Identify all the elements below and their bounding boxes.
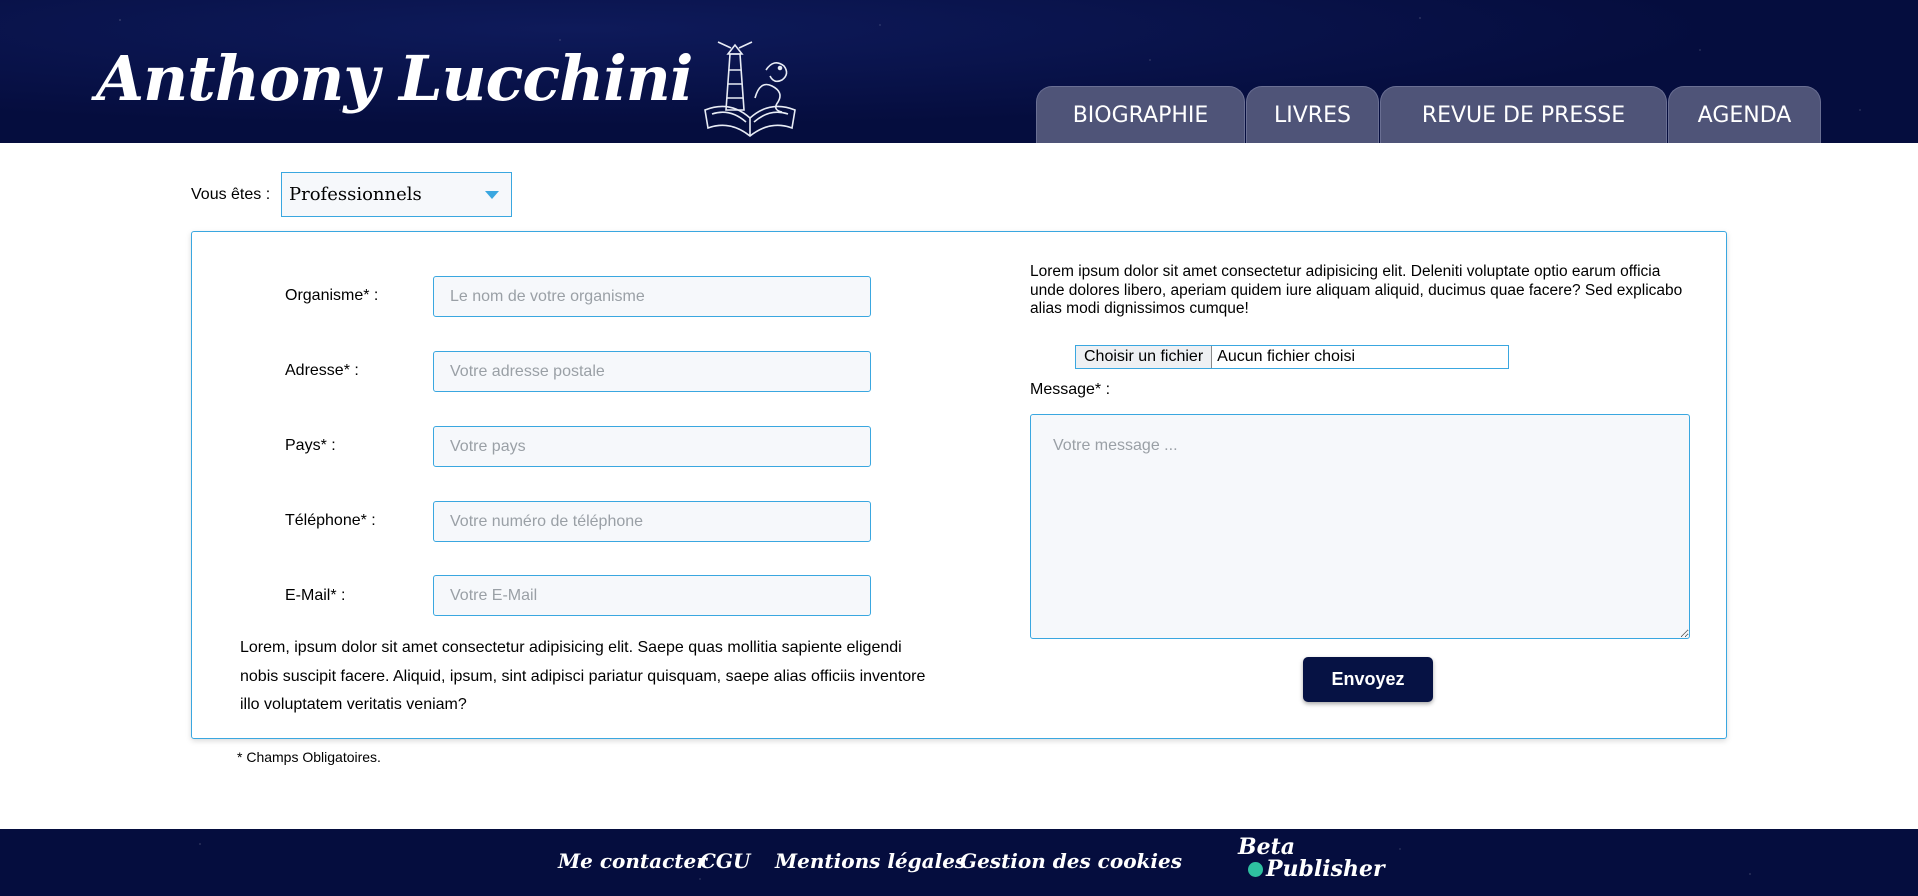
site-footer	[0, 829, 1918, 896]
footer-link-contact[interactable]: Me contacter	[558, 849, 707, 873]
lighthouse-book-icon[interactable]	[700, 40, 800, 140]
site-title[interactable]: Anthony Lucchini	[96, 42, 693, 115]
file-status-text: Aucun fichier choisi	[1217, 348, 1355, 365]
message-textarea[interactable]	[1030, 414, 1690, 639]
organisme-label: Organisme* :	[285, 287, 379, 304]
email-label: E-Mail* :	[285, 587, 346, 604]
telephone-input[interactable]	[433, 501, 871, 542]
required-fields-note: * Champs Obligatoires.	[237, 749, 381, 765]
audience-select[interactable]	[281, 172, 512, 217]
adresse-input[interactable]	[433, 351, 871, 392]
footer-link-cookies[interactable]: Gestion des cookies	[960, 849, 1182, 873]
beta-publisher-logo[interactable]	[1238, 836, 1385, 880]
nav-tab-livres[interactable]: LIVRES	[1246, 86, 1379, 143]
nav-tab-biographie[interactable]: BIOGRAPHIE	[1036, 86, 1245, 143]
footer-link-cgu[interactable]: CGU	[700, 849, 751, 873]
submit-button[interactable]: Envoyez	[1303, 657, 1433, 702]
pays-label: Pays* :	[285, 437, 336, 454]
main-nav	[1036, 86, 1822, 143]
file-upload[interactable]	[1075, 345, 1509, 369]
organisme-input[interactable]	[433, 276, 871, 317]
brand-line2: Publisher	[1266, 856, 1385, 882]
pays-input[interactable]	[433, 426, 871, 467]
message-intro-text: Lorem ipsum dolor sit amet consectetur adipisicing elit. Deleniti voluptate optio earum officia unde dolores libero, aperiam quidem iure aliquam aliquid, ducimus quae facere? Sed explicabo alias modi dignissimos cumque!	[1030, 263, 1683, 317]
nav-tab-agenda[interactable]: AGENDA	[1668, 86, 1821, 143]
telephone-label: Téléphone* :	[285, 512, 376, 529]
nav-tab-revue-de-presse[interactable]: REVUE DE PRESSE	[1380, 86, 1667, 143]
audience-label: Vous êtes :	[191, 186, 271, 203]
choose-file-button[interactable]: Choisir un fichier	[1076, 346, 1212, 368]
site-header	[0, 0, 1918, 143]
adresse-label: Adresse* :	[285, 362, 359, 379]
brand-line1: Beta	[1238, 834, 1296, 860]
brand-dot-icon	[1248, 862, 1263, 877]
message-label: Message* :	[1030, 381, 1111, 398]
email-input[interactable]	[433, 575, 871, 616]
form-intro-text: Lorem, ipsum dolor sit amet consectetur adipisicing elit. Saepe quas mollitia sapiente eligendi nobis suscipit facere. Aliquid, ipsum, sint adipisci pariatur quisquam, saepe alias officiis inventore illo voluptatem veritatis veniam?	[240, 639, 926, 713]
footer-link-mentions[interactable]: Mentions légales	[775, 849, 967, 873]
chevron-down-icon	[485, 191, 499, 199]
audience-selected-value: Professionnels	[289, 184, 422, 205]
brand-line2-wrap	[1248, 858, 1385, 880]
